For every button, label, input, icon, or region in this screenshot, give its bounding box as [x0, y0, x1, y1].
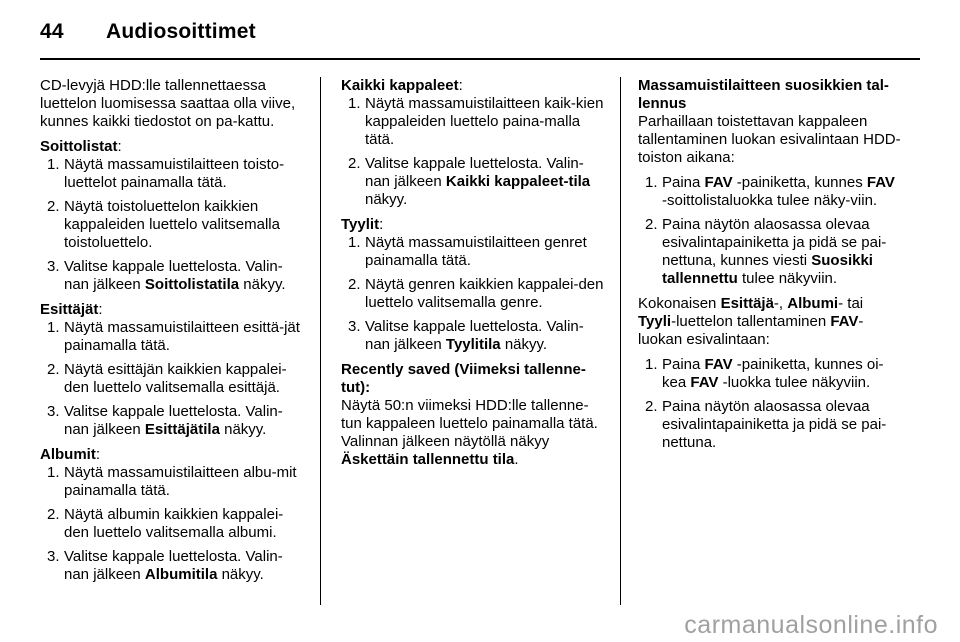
list-item: 1. Paina FAV -painiketta, kunnes FAV -soittolistaluokka tulee näky-viin.: [645, 174, 895, 209]
watermark: carmanualsonline.info: [684, 611, 938, 639]
list-item: 2. Näytä albumin kaikkien kappalei-den luettelo valitsemalla albumi.: [47, 506, 284, 541]
list-item: 1. Näytä massamuistilaitteen genret painamalla tätä.: [348, 234, 587, 269]
intro-paragraph: Parhaillaan toistettavan kappaleen tallentaminen luokan esivalintaan HDD-toiston aikana:: [638, 113, 901, 166]
section-kaikki-kappaleet: [341, 77, 607, 209]
section-heading: Soittolistat:: [40, 138, 122, 155]
section-tyylit: [341, 216, 607, 354]
list-item: 3. Valitse kappale luettelosta. Valin-nan jälkeen Albumitila näkyy.: [47, 548, 283, 583]
list-item: 1. Näytä massamuistilaitteen esittä-jät painamalla tätä.: [47, 319, 300, 354]
list-item: 1. Paina FAV -painiketta, kunnes oi-kea FAV -luokka tulee näkyviin.: [645, 356, 884, 391]
list-item: 3. Valitse kappale luettelosta. Valin-nan jälkeen Soittolistatila näkyy.: [47, 258, 286, 293]
step-list: [341, 234, 607, 354]
column-1: [40, 77, 306, 591]
section-heading: Recently saved (Viimeksi tallenne-tut):: [341, 361, 586, 396]
list-item: 2. Valitse kappale luettelosta. Valin-nan jälkeen Kaikki kappaleet-tila näkyy.: [348, 155, 591, 208]
list-item: 2. Paina näytön alaosassa olevaa esivalintapainiketta ja pidä se pai-nettuna.: [645, 398, 887, 451]
section-albumit: [40, 446, 306, 584]
list-item: 2. Paina näytön alaosassa olevaa esivalintapainiketta ja pidä se pai-nettuna, kunnes viesti Suosikki tallennettu tulee näkyviin.: [645, 216, 887, 287]
section-heading: Kaikki kappaleet:: [341, 77, 463, 94]
section-heading: Tyylit:: [341, 216, 384, 233]
column-3: [638, 77, 904, 459]
section-heading: Albumit:: [40, 446, 100, 463]
list-item: 1. Näytä massamuistilaitteen albu-mit painamalla tätä.: [47, 464, 297, 499]
section-heading: Esittäjät:: [40, 301, 103, 318]
step-list: [40, 464, 306, 584]
section-esittajat: [40, 301, 306, 439]
column-divider-2: [620, 77, 621, 605]
step-list: [40, 156, 306, 294]
list-item: 1. Näytä massamuistilaitteen kaik-kien kappaleiden luettelo paina-malla tätä.: [348, 95, 604, 148]
intro-paragraph: CD-levyjä HDD:lle tallennettaessa luettelon luomisessa saattaa olla viive, kunnes kaikki tiedostot on pa-kattu.: [40, 77, 296, 130]
step-list: [40, 319, 306, 439]
page-title: Audiosoittimet: [106, 20, 256, 43]
step-list: [341, 95, 607, 209]
section-recently-saved: [341, 361, 607, 469]
list-item: 2. Näytä esittäjän kaikkien kappalei-den luettelo valitsemalla esittäjä.: [47, 361, 287, 396]
page-header: [40, 20, 256, 44]
header-rule: [40, 58, 920, 60]
list-item: 2. Näytä genren kaikkien kappalei-den luettelo valitsemalla genre.: [348, 276, 604, 311]
column-divider-1: [320, 77, 321, 605]
list-item: 3. Valitse kappale luettelosta. Valin-nan jälkeen Esittäjätila näkyy.: [47, 403, 283, 438]
section-soittolistat: [40, 138, 306, 294]
step-list: [638, 174, 904, 288]
page-number: 44: [40, 20, 64, 43]
step-list: [638, 356, 904, 452]
list-item: 3. Valitse kappale luettelosta. Valin-nan jälkeen Tyylitila näkyy.: [348, 318, 584, 353]
recent-paragraph: Näytä 50:n viimeksi HDD:lle tallenne-tun kappaleen luettelo painamalla tätä. Valinnan jälkeen näytöllä näkyy Äskettäin tallennettu tila.: [341, 397, 598, 468]
list-item: 1. Näytä massamuistilaitteen toisto-luettelot painamalla tätä.: [47, 156, 285, 191]
section-heading: Massamuistilaitteen suosikkien tal-lennus: [638, 77, 889, 112]
fav-category-paragraph: Kokonaisen Esittäjä-, Albumi- tai Tyyli-luettelon tallentaminen FAV-luokan esivalintaan:: [638, 295, 864, 348]
column-2: [341, 77, 607, 476]
list-item: 2. Näytä toistoluettelon kaikkien kappaleiden luettelo valitsemalla toistoluettelo.: [47, 198, 280, 251]
